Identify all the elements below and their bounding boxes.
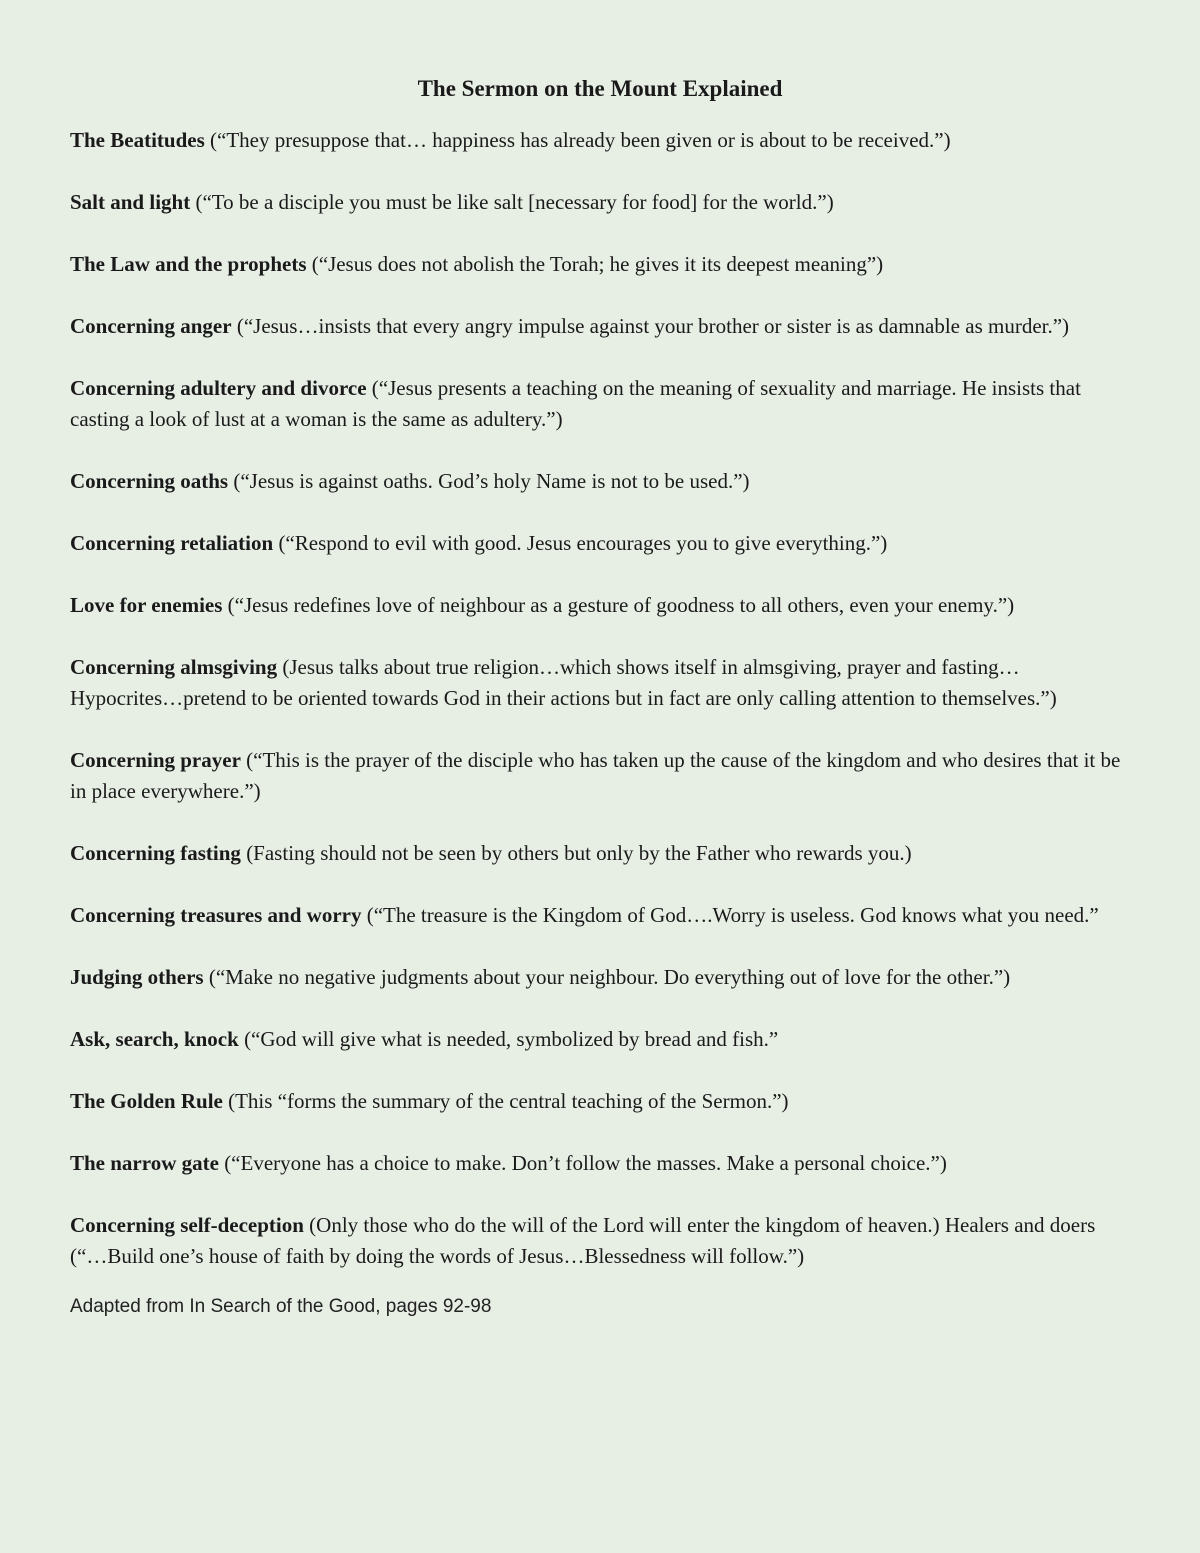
- entry-term: Concerning fasting: [70, 841, 241, 865]
- source-citation: Adapted from In Search of the Good, pages 92-98: [70, 1296, 492, 1317]
- entry-term: Concerning anger: [70, 314, 232, 338]
- list-item: [70, 838, 1130, 869]
- entry-text: (“God will give what is needed, symbolized by bread and fish.”: [244, 1027, 779, 1051]
- entry-term: Ask, search, knock: [70, 1027, 239, 1051]
- entry-term: Concerning self-deception: [70, 1213, 304, 1237]
- entry-term: The narrow gate: [70, 1151, 219, 1175]
- entry-term: Concerning almsgiving: [70, 655, 278, 679]
- list-item: [70, 373, 1130, 435]
- entry-text: (“This is the prayer of the disciple who has taken up the cause of the kingdom and who desires that it be in place everywhere.”): [70, 748, 1121, 803]
- entry-text: (“Make no negative judgments about your neighbour. Do everything out of love for the other.”): [208, 965, 1011, 989]
- entry-text: (“Jesus presents a teaching on the meaning of sexuality and marriage. He insists that casting a look of lust at a woman is the same as adultery.”): [70, 376, 1081, 431]
- list-item: [70, 1210, 1130, 1272]
- entry-term: The Golden Rule: [70, 1089, 223, 1113]
- page-title: The Sermon on the Mount Explained: [417, 76, 783, 101]
- list-item: [70, 125, 1130, 156]
- entry-list: [70, 125, 1130, 1272]
- list-item: [70, 528, 1130, 559]
- entry-text: (“Everyone has a choice to make. Don’t follow the masses. Make a personal choice.”): [224, 1151, 947, 1175]
- entry-text: (Jesus talks about true religion…which shows itself in almsgiving, prayer and fasting…Hypocrites…pretend to be oriented towards God in their actions but in fact are only calling attention to themselves.”): [70, 655, 1057, 710]
- entry-text: (“The treasure is the Kingdom of God….Worry is useless. God knows what you need.”: [366, 903, 1099, 927]
- list-item: [70, 1148, 1130, 1179]
- entry-text: (“Jesus redefines love of neighbour as a gesture of goodness to all others, even your enemy.”): [227, 593, 1015, 617]
- list-item: [70, 962, 1130, 993]
- entry-term: Concerning adultery and divorce: [70, 376, 367, 400]
- entry-term: Concerning treasures and worry: [70, 903, 362, 927]
- entry-text: (“Jesus does not abolish the Torah; he gives it its deepest meaning”): [311, 252, 884, 276]
- entry-term: Judging others: [70, 965, 204, 989]
- entry-text: (“Jesus is against oaths. God’s holy Name is not to be used.”): [233, 469, 750, 493]
- entry-text: (Fasting should not be seen by others but only by the Father who rewards you.): [246, 841, 912, 865]
- list-item: [70, 590, 1130, 621]
- entry-term: Concerning prayer: [70, 748, 241, 772]
- list-item: [70, 1086, 1130, 1117]
- list-item: [70, 900, 1130, 931]
- entry-text: (“To be a disciple you must be like salt [necessary for food] for the world.”): [195, 190, 834, 214]
- entry-text: (Only those who do the will of the Lord will enter the kingdom of heaven.) Healers and doers (“…Build one’s house of faith by doing the words of Jesus…Blessedness will follow.”): [70, 1213, 1096, 1268]
- entry-term: The Law and the prophets: [70, 252, 307, 276]
- list-item: [70, 187, 1130, 218]
- entry-term: Concerning oaths: [70, 469, 229, 493]
- list-item: [70, 466, 1130, 497]
- list-item: [70, 652, 1130, 714]
- entry-term: Love for enemies: [70, 593, 223, 617]
- list-item: [70, 1024, 1130, 1055]
- entry-term: Concerning retaliation: [70, 531, 274, 555]
- entry-text: (“Respond to evil with good. Jesus encourages you to give everything.”): [278, 531, 888, 555]
- entry-text: (This “forms the summary of the central teaching of the Sermon.”): [228, 1089, 789, 1113]
- list-item: [70, 311, 1130, 342]
- entry-text: (“Jesus…insists that every angry impulse against your brother or sister is as damnable as murder.”): [236, 314, 1070, 338]
- entry-text: (“They presuppose that… happiness has already been given or is about to be received.”): [210, 128, 951, 152]
- entry-term: The Beatitudes: [70, 128, 205, 152]
- list-item: [70, 249, 1130, 280]
- list-item: [70, 745, 1130, 807]
- entry-term: Salt and light: [70, 190, 191, 214]
